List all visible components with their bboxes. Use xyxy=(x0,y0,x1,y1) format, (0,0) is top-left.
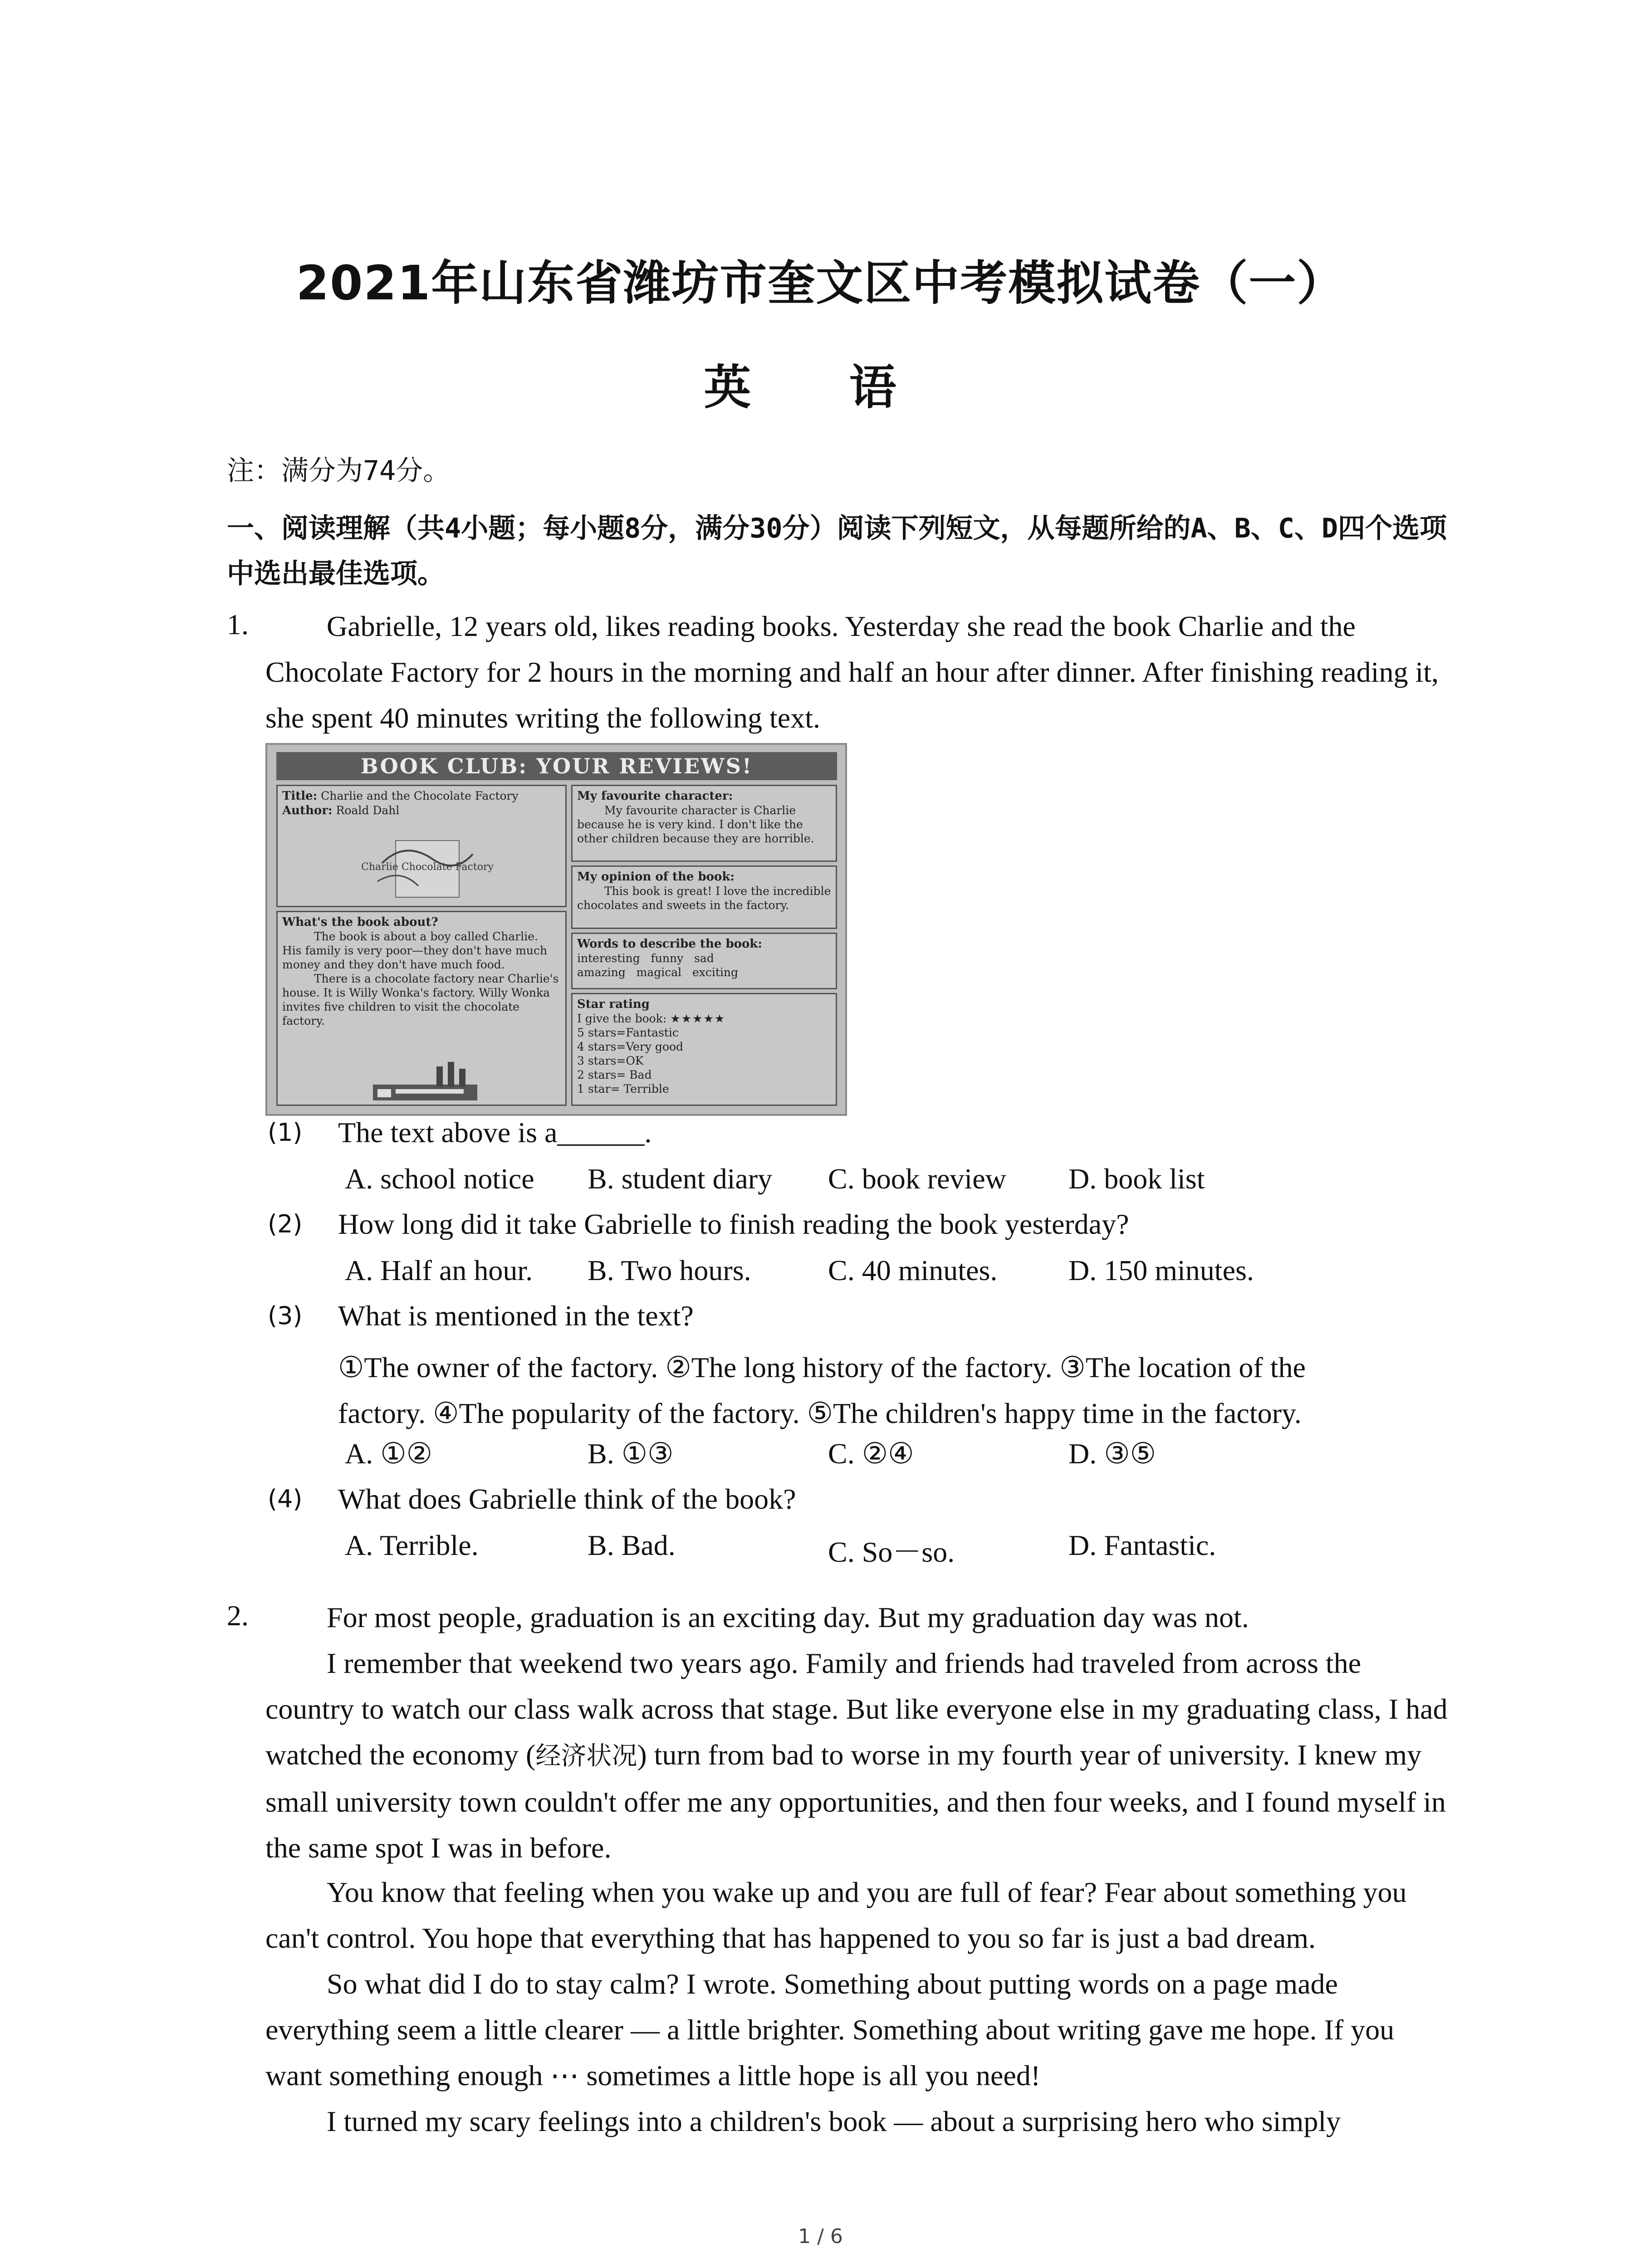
opinion-box xyxy=(571,865,837,929)
sub-question-text: The text above is a______. xyxy=(338,1116,652,1149)
option-c[interactable]: C. ②④ xyxy=(828,1437,914,1470)
words-line-2: amazing magical exciting xyxy=(577,966,739,979)
option-c[interactable]: C. book review xyxy=(828,1163,1006,1195)
option-b[interactable]: B. Bad. xyxy=(588,1529,676,1561)
about-paragraph-1: The book is about a boy called Charlie. His family is very poor—they don't have much money and they don't have much food. xyxy=(282,930,548,971)
favourite-character-box xyxy=(571,785,837,862)
words-heading: Words to describe the book: xyxy=(577,937,762,951)
book-club-banner: BOOK CLUB: YOUR REVIEWS! xyxy=(276,752,837,780)
question-intro: Gabrielle, 12 years old, likes reading books. Yesterday she read the book Charlie and the Chocolate Factory for 2 hours in the morning and half an hour after dinner. After finishing reading it, she spent 40 minutes writing the following text. xyxy=(265,610,1439,734)
star-give-label: I give the book: xyxy=(577,1012,667,1025)
passage-paragraph: I remember that weekend two years ago. Family and friends had traveled from across the country to watch our class walk across that stage. But like everyone else in my graduating class, I had watched the economy (经济状况) turn from bad to worse in my fourth year of university. I knew my small university town couldn't offer me any opportunities, and then four weeks, and I found myself in the same spot I was in before. xyxy=(265,1647,1448,1864)
star-row: 3 stars=OK xyxy=(577,1054,644,1067)
sub-question-number: (1) xyxy=(268,1118,303,1147)
star-row: 5 stars=Fantastic xyxy=(577,1026,679,1039)
book-club-image xyxy=(265,743,847,1116)
star-row: 1 star= Terrible xyxy=(577,1082,669,1095)
option-a[interactable]: A. school notice xyxy=(345,1163,534,1195)
opinion-text: This book is great! I love the incredible chocolates and sweets in the factory. xyxy=(577,885,831,912)
passage-paragraph: So what did I do to stay calm? I wrote. Something about putting words on a page made everything seem a little clearer — a little brighter. Something about writing gave me hope. If you want something enough ⋯ sometimes a little hope is all you need! xyxy=(265,1968,1395,2092)
option-a[interactable]: A. Terrible. xyxy=(345,1529,479,1561)
option-d[interactable]: D. 150 minutes. xyxy=(1068,1254,1254,1286)
author-label: Author: xyxy=(282,804,333,817)
about-heading: What's the book about? xyxy=(282,915,438,929)
page-number: 1 / 6 xyxy=(798,2225,843,2248)
option-c[interactable]: C. So－so. xyxy=(828,1536,955,1568)
passage-paragraph: For most people, graduation is an exciting day. But my graduation day was not. xyxy=(327,1601,1249,1633)
option-c[interactable]: C. 40 minutes. xyxy=(828,1254,998,1286)
option-d[interactable]: D. book list xyxy=(1068,1163,1205,1195)
score-note: 注：满分为74分。 xyxy=(227,455,451,487)
factory-icon xyxy=(368,1062,486,1103)
title-value: Charlie and the Chocolate Factory xyxy=(321,789,519,802)
exam-subject: 英 语 xyxy=(704,360,937,415)
chinese-gloss: 经济状况 xyxy=(535,1741,637,1771)
author-value: Roald Dahl xyxy=(336,804,400,817)
book-cover-icon xyxy=(361,831,494,902)
sub-question-text: What is mentioned in the text? xyxy=(338,1300,694,1332)
sub-question-choices: ①The owner of the factory. ②The long history of the factory. ③The location of the factory. ④The popularity of the factory. ⑤The children's happy time in the factory. xyxy=(338,1351,1306,1429)
star-heading: Star rating xyxy=(577,997,650,1011)
favourite-heading: My favourite character: xyxy=(577,789,733,803)
star-rating-box xyxy=(571,993,837,1106)
words-box xyxy=(571,933,837,989)
passage-paragraph: You know that feeling when you wake up and you are full of fear? Fear about something you can't control. You hope that everything that has happened to you so far is just a bad dream. xyxy=(265,1876,1407,1954)
opinion-heading: My opinion of the book: xyxy=(577,870,735,884)
title-box xyxy=(276,785,567,907)
sub-question-text: What does Gabrielle think of the book? xyxy=(338,1483,796,1515)
exam-title: 2021年山东省潍坊市奎文区中考模拟试卷（一） xyxy=(296,255,1345,311)
words-line-1: interesting funny sad xyxy=(577,952,714,965)
favourite-text: My favourite character is Charlie because he is very kind. I don't like the other children because they are horrible. xyxy=(577,804,814,845)
sub-question-number: (4) xyxy=(268,1485,303,1513)
option-b[interactable]: B. Two hours. xyxy=(588,1254,751,1286)
passage-paragraph: I turned my scary feelings into a children's book — about a surprising hero who simply xyxy=(327,2105,1341,2137)
option-a[interactable]: A. Half an hour. xyxy=(345,1254,533,1286)
sub-question-number: (2) xyxy=(268,1210,303,1238)
about-paragraph-2: There is a chocolate factory near Charlie's house. It is Willy Wonka's factory. Willy Wonka invites five children to visit the chocolate factory. xyxy=(282,972,559,1027)
question-number: 2. xyxy=(227,1599,249,1632)
star-icons: ★★★★★ xyxy=(670,1012,726,1025)
title-label: Title: xyxy=(282,789,318,803)
option-d[interactable]: D. Fantastic. xyxy=(1068,1529,1216,1561)
sub-question-text: How long did it take Gabrielle to finish reading the book yesterday? xyxy=(338,1208,1129,1240)
question-number: 1. xyxy=(227,608,249,640)
section-heading: 一、阅读理解（共4小题；每小题8分，满分30分）阅读下列短文，从每题所给的A、B、C、D四个选项中选出最佳选项。 xyxy=(227,513,1447,590)
option-d[interactable]: D. ③⑤ xyxy=(1068,1437,1156,1470)
option-b[interactable]: B. ①③ xyxy=(588,1437,674,1470)
about-box xyxy=(276,911,567,1106)
cover-title: Charlie Chocolate Factory xyxy=(361,861,494,873)
sub-question-number: (3) xyxy=(268,1301,303,1330)
option-b[interactable]: B. student diary xyxy=(588,1163,773,1195)
star-row: 4 stars=Very good xyxy=(577,1040,684,1053)
star-row: 2 stars= Bad xyxy=(577,1068,652,1081)
option-a[interactable]: A. ①② xyxy=(345,1437,432,1470)
